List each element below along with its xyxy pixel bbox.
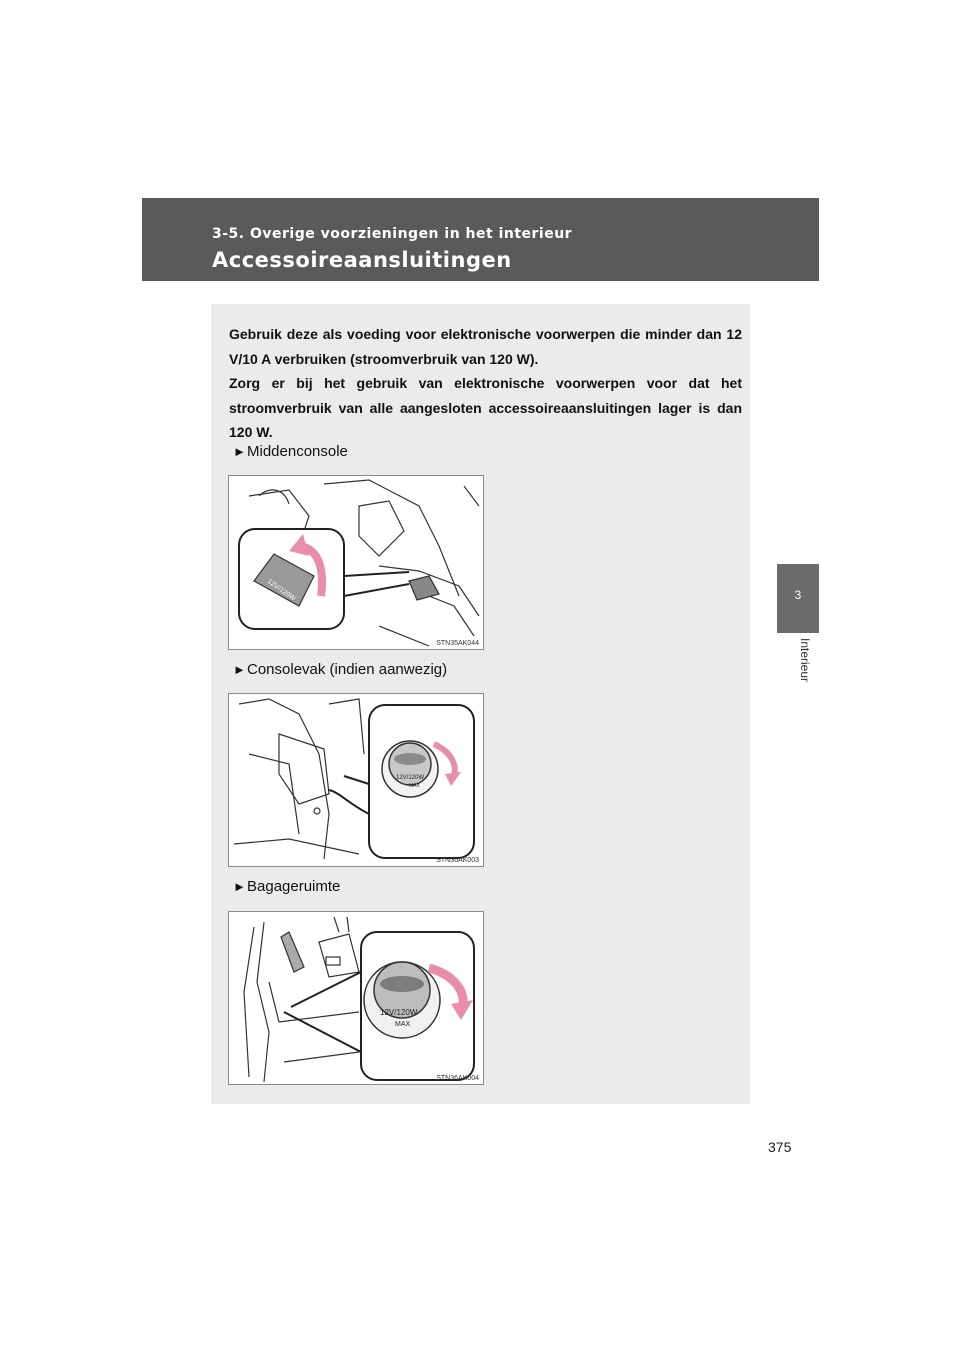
item-label-text: Bagageruimte (247, 878, 341, 895)
socket-marking: 12V/120W (380, 1008, 418, 1017)
section-label: 3-5. Overige voorzieningen in het interieur (212, 226, 573, 242)
illustration-consolevak (229, 694, 484, 867)
figure-bagageruimte (228, 911, 484, 1085)
figure-code: STN36AK004 (436, 1075, 479, 1082)
socket-marking-max: MAX (395, 1021, 411, 1028)
socket-marking: 12V/120W (265, 578, 297, 603)
bullet-arrow-icon: ► (233, 662, 246, 677)
socket-marking-max: MAX (409, 783, 420, 789)
item-label-middenconsole (233, 443, 348, 460)
chapter-tab[interactable] (777, 564, 819, 633)
intro-paragraph-2: Zorg er bij het gebruik van elektronische voorwerpen voor dat het stroomverbruik van alle aangesloten accessoireaansluitingen lager is dan 120 W. (229, 375, 742, 440)
bullet-arrow-icon: ► (233, 879, 246, 894)
figure-consolevak (228, 693, 484, 867)
item-label-text: Middenconsole (247, 443, 348, 460)
intro-text (229, 322, 742, 445)
page-number: 375 (768, 1139, 792, 1155)
socket-marking: 12V/120W (396, 775, 425, 781)
illustration-bagageruimte (229, 912, 484, 1085)
figure-middenconsole (228, 475, 484, 650)
chapter-number: 3 (794, 588, 802, 602)
chapter-label: Interieur (798, 638, 812, 683)
illustration-middenconsole (229, 476, 484, 650)
section-header (142, 198, 819, 281)
figure-code: STN35AK044 (436, 640, 479, 647)
figure-code: STN36AK003 (436, 857, 479, 864)
item-label-text: Consolevak (indien aanwezig) (247, 661, 448, 678)
page-title: Accessoireaansluitingen (212, 248, 512, 272)
bullet-arrow-icon: ► (233, 444, 246, 459)
item-label-consolevak (233, 661, 447, 678)
intro-paragraph-1: Gebruik deze als voeding voor elektronische voorwerpen die minder dan 12 V/10 A verbruiken (stroomverbruik van 120 W). (229, 326, 742, 367)
item-label-bagageruimte (233, 878, 340, 895)
